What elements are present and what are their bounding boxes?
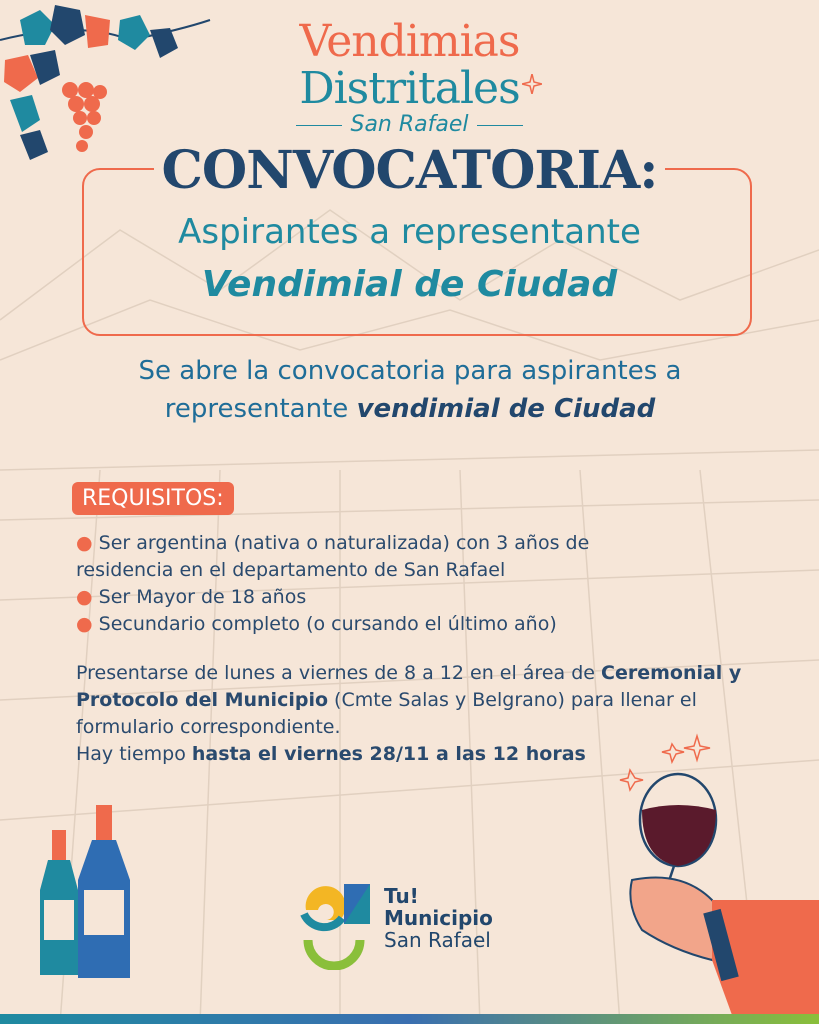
event-logo xyxy=(0,18,819,138)
logo-line1: Vendimias xyxy=(299,16,520,67)
municipio-brand xyxy=(384,885,493,951)
brand-line3: San Rafael xyxy=(384,928,491,952)
intro-text xyxy=(60,352,760,428)
subtitle-line1: Aspirantes a representante xyxy=(178,212,641,252)
list-item: ● Secundario completo (o cursando el último año) xyxy=(76,613,557,635)
requirements-list xyxy=(76,530,636,638)
wine-bottle-icon xyxy=(36,800,136,980)
wine-glass-hand-icon xyxy=(612,730,819,1015)
logo-line2: Distritales xyxy=(299,63,520,114)
brand-line1: Tu! xyxy=(384,884,419,908)
brand-line2: Municipio xyxy=(384,906,493,930)
list-item: ● Ser Mayor de 18 años xyxy=(76,586,307,608)
municipio-logo-icon xyxy=(296,880,376,970)
logo-line3: San Rafael xyxy=(0,112,819,138)
intro-line2: representante vendimial de Ciudad xyxy=(164,394,656,424)
intro-line1: Se abre la convocatoria para aspirantes a xyxy=(138,356,682,386)
sparkle-icon xyxy=(522,74,542,94)
list-item: ● Ser argentina (nativa o naturalizada) con 3 años de residencia en el departamento de San Rafael xyxy=(76,532,590,581)
presentation-para1: Presentarse de lunes a viernes de 8 a 12 en el área de Ceremonial y Protocolo del Municipio (Cmte Salas y Belgrano) para llenar el formulario correspondiente. xyxy=(76,662,742,738)
footer-color-bar xyxy=(0,1014,819,1024)
subtitle-line2: Vendimial de Ciudad xyxy=(201,264,618,305)
page-title: CONVOCATORIA: xyxy=(0,140,819,201)
presentation-para2: Hay tiempo hasta el viernes 28/11 a las 12 horas xyxy=(76,743,586,765)
requirements-heading: REQUISITOS: xyxy=(72,482,234,515)
